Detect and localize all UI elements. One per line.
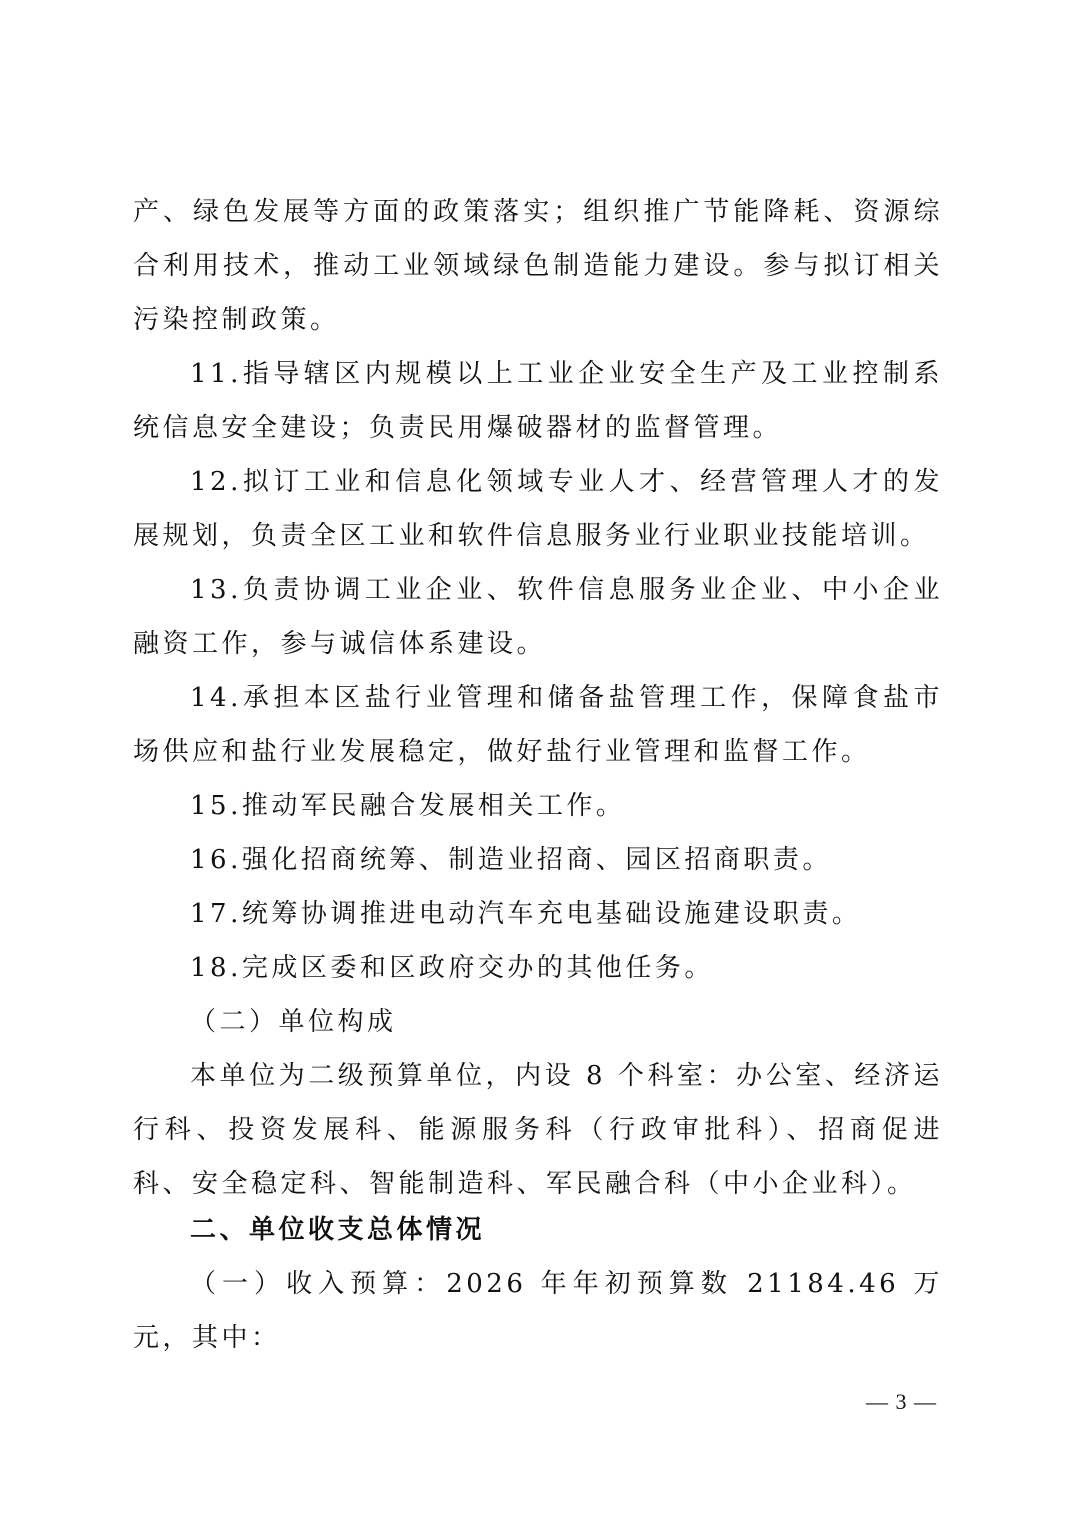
paragraph-item-17: 17.统筹协调推进电动汽车充电基础设施建设职责。: [190, 899, 862, 929]
income-budget-paragraph: （一）收入预算：2026 年年初预算数 21184.46 万元，其中：: [133, 1269, 943, 1353]
page-number: — 3 —: [866, 1389, 937, 1414]
paragraph-item-16: 16.强化招商统筹、制造业招商、园区招商职责。: [190, 845, 832, 875]
paragraph-green-development: 产、绿色发展等方面的政策落实；组织推广节能降耗、资源综合利用技术，推动工业领域绿色制造能力建设。参与拟订相关污染控制政策。: [133, 197, 943, 335]
paragraph-item-11: 11.指导辖区内规模以上工业企业安全生产及工业控制系统信息安全建设；负责民用爆破器材的监督管理。: [133, 359, 943, 443]
section-two-heading: 二、单位收支总体情况: [190, 1215, 486, 1245]
unit-structure-paragraph: 本单位为二级预算单位，内设 8 个科室：办公室、经济运行科、投资发展科、能源服务科（行政审批科）、招商促进科、安全稳定科、智能制造科、军民融合科（中小企业科）。: [133, 1061, 943, 1199]
paragraph-item-15: 15.推动军民融合发展相关工作。: [190, 791, 626, 821]
section-unit-structure-heading: （二）单位构成: [190, 1007, 397, 1037]
paragraph-item-18: 18.完成区委和区政府交办的其他任务。: [190, 953, 714, 983]
paragraph-item-14: 14.承担本区盐行业管理和储备盐管理工作，保障食盐市场供应和盐行业发展稳定，做好盐行业管理和监督工作。: [133, 683, 943, 767]
paragraph-item-13: 13.负责协调工业企业、软件信息服务业企业、中小企业融资工作，参与诚信体系建设。: [133, 575, 943, 659]
paragraph-item-12: 12.拟订工业和信息化领域专业人才、经营管理人才的发展规划，负责全区工业和软件信息服务业行业职业技能培训。: [133, 467, 943, 551]
